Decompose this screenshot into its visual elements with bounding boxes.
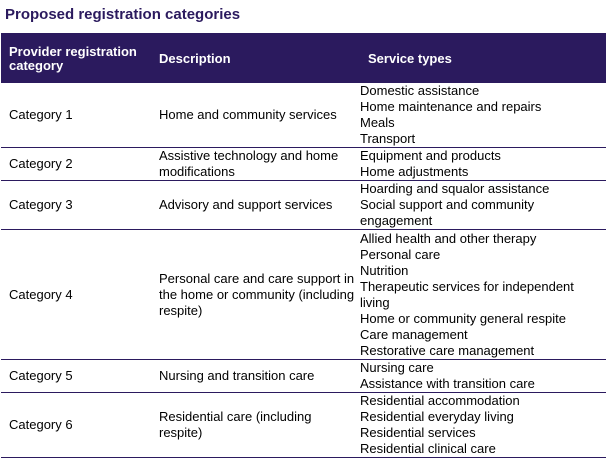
category-cell: Category 5 [1,360,151,393]
description-cell: Assistive technology and home modifications [151,148,360,181]
table-row [1,393,606,458]
table-body [1,83,606,458]
service-type: Residential everyday living [360,409,514,424]
service-type: Therapeutic services for independent living [360,278,574,310]
category-cell: Category 4 [1,230,151,360]
table-header [1,33,606,83]
service-type: Hoarding and squalor assistance [360,181,550,196]
table-row [1,181,606,230]
category-cell: Category 1 [1,83,151,148]
service-type: Allied health and other therapy [360,230,537,246]
service-type: Residential accommodation [360,393,520,408]
category-cell: Category 6 [1,393,151,458]
registration-categories-table [1,33,606,458]
service-type: Meals [360,115,395,130]
service-type: Nutrition [360,262,409,278]
service-types-cell [360,230,606,360]
description-cell: Home and community services [151,83,360,148]
table-row [1,83,606,148]
service-types-cell [360,393,606,458]
header-row [1,33,606,83]
service-type: Assistance with transition care [360,376,535,391]
service-type: Home maintenance and repairs [360,99,542,114]
service-type: Social support and community engagement [360,197,535,228]
header-service-types: Service types [360,33,606,83]
service-types-cell [360,83,606,148]
description-cell: Residential care (including respite) [151,393,360,458]
service-types-cell [360,360,606,393]
service-type: Residential services [360,425,476,440]
category-cell: Category 3 [1,181,151,230]
description-cell: Personal care and care support in the home or community (including respite) [151,230,360,360]
service-type: Home or community general respite [360,310,566,326]
description-cell: Advisory and support services [151,181,360,230]
service-type: Equipment and products [360,148,501,163]
table-row [1,360,606,393]
service-type: Domestic assistance [360,83,480,98]
service-type: Home adjustments [360,164,469,179]
page-title: Proposed registration categories [5,6,241,23]
service-types-cell [360,148,606,181]
service-type: Care management [360,326,468,342]
table-row [1,230,606,360]
service-type: Nursing care [360,360,434,375]
header-description: Description [151,33,360,83]
service-type: Transport [360,131,416,146]
service-type: Residential clinical care [360,441,496,456]
header-provider-registration-category: Provider registration category [1,33,151,83]
service-type: Restorative care management [360,342,535,358]
service-types-cell [360,181,606,230]
table-row [1,148,606,181]
service-type: Personal care [360,246,441,262]
category-cell: Category 2 [1,148,151,181]
description-cell: Nursing and transition care [151,360,360,393]
